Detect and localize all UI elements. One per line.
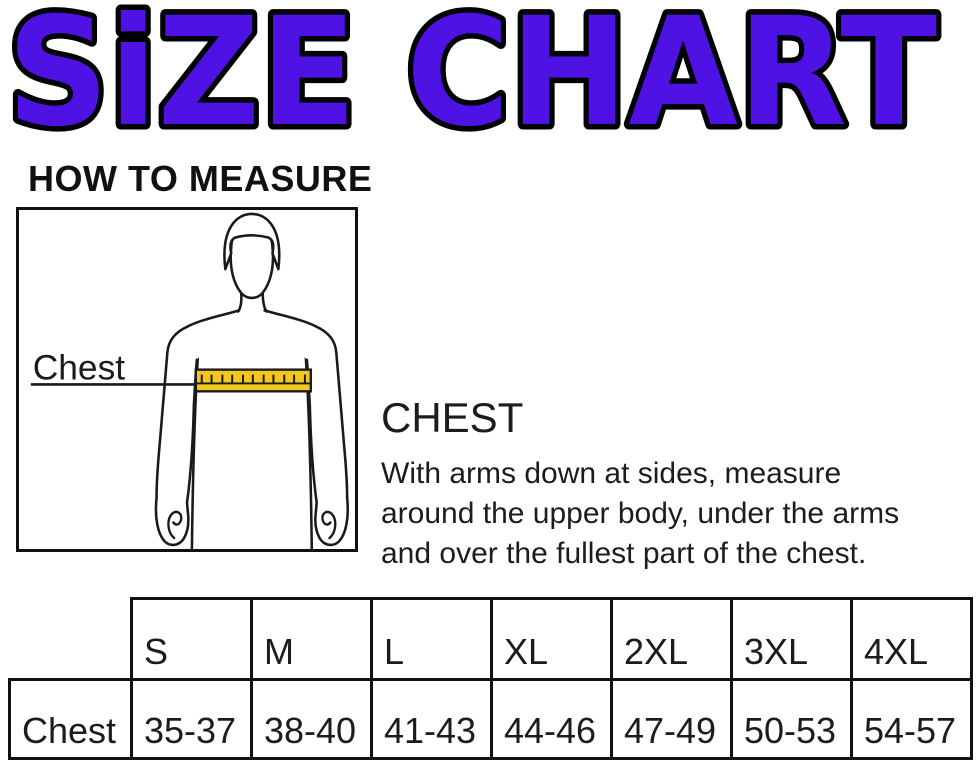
- how-to-measure-heading: HOW TO MEASURE: [28, 158, 373, 199]
- chest-description: [381, 454, 977, 574]
- chest-value-cell: 44-46: [492, 680, 612, 759]
- chest-instructions: [381, 394, 977, 574]
- page-title: SiZE CHART: [7, 0, 937, 152]
- chest-row-label: Chest: [10, 680, 132, 759]
- chest-description-line: around the upper body, under the arms: [381, 497, 900, 530]
- chest-measurements-row: [10, 680, 972, 759]
- chest-value-cell: 47-49: [612, 680, 732, 759]
- chest-section-heading: CHEST: [381, 394, 524, 441]
- chest-value-cell: 35-37: [132, 680, 252, 759]
- torso-figure-illustration: [19, 210, 355, 549]
- chest-value-cell: 38-40: [252, 680, 372, 759]
- chest-figure-label: Chest: [32, 347, 126, 388]
- chest-value-cell: 50-53: [732, 680, 852, 759]
- measurement-diagram: [16, 207, 358, 552]
- size-table-blank-cell: [10, 599, 132, 680]
- chest-value-cell: 54-57: [852, 680, 972, 759]
- size-column-header: M: [252, 599, 372, 680]
- size-column-header: XL: [492, 599, 612, 680]
- arms-outline: [156, 311, 348, 545]
- size-table: [8, 597, 973, 760]
- size-column-header: S: [132, 599, 252, 680]
- measuring-tape: [196, 370, 311, 392]
- size-column-header: 2XL: [612, 599, 732, 680]
- size-chart-title-graphic: [0, 0, 978, 152]
- chest-description-line: With arms down at sides, measure: [381, 457, 842, 490]
- size-table-header-row: [10, 599, 972, 680]
- size-column-header: 3XL: [732, 599, 852, 680]
- size-column-header: 4XL: [852, 599, 972, 680]
- chest-description-line: and over the fullest part of the chest.: [381, 537, 867, 570]
- chest-value-cell: 41-43: [372, 680, 492, 759]
- size-column-header: L: [372, 599, 492, 680]
